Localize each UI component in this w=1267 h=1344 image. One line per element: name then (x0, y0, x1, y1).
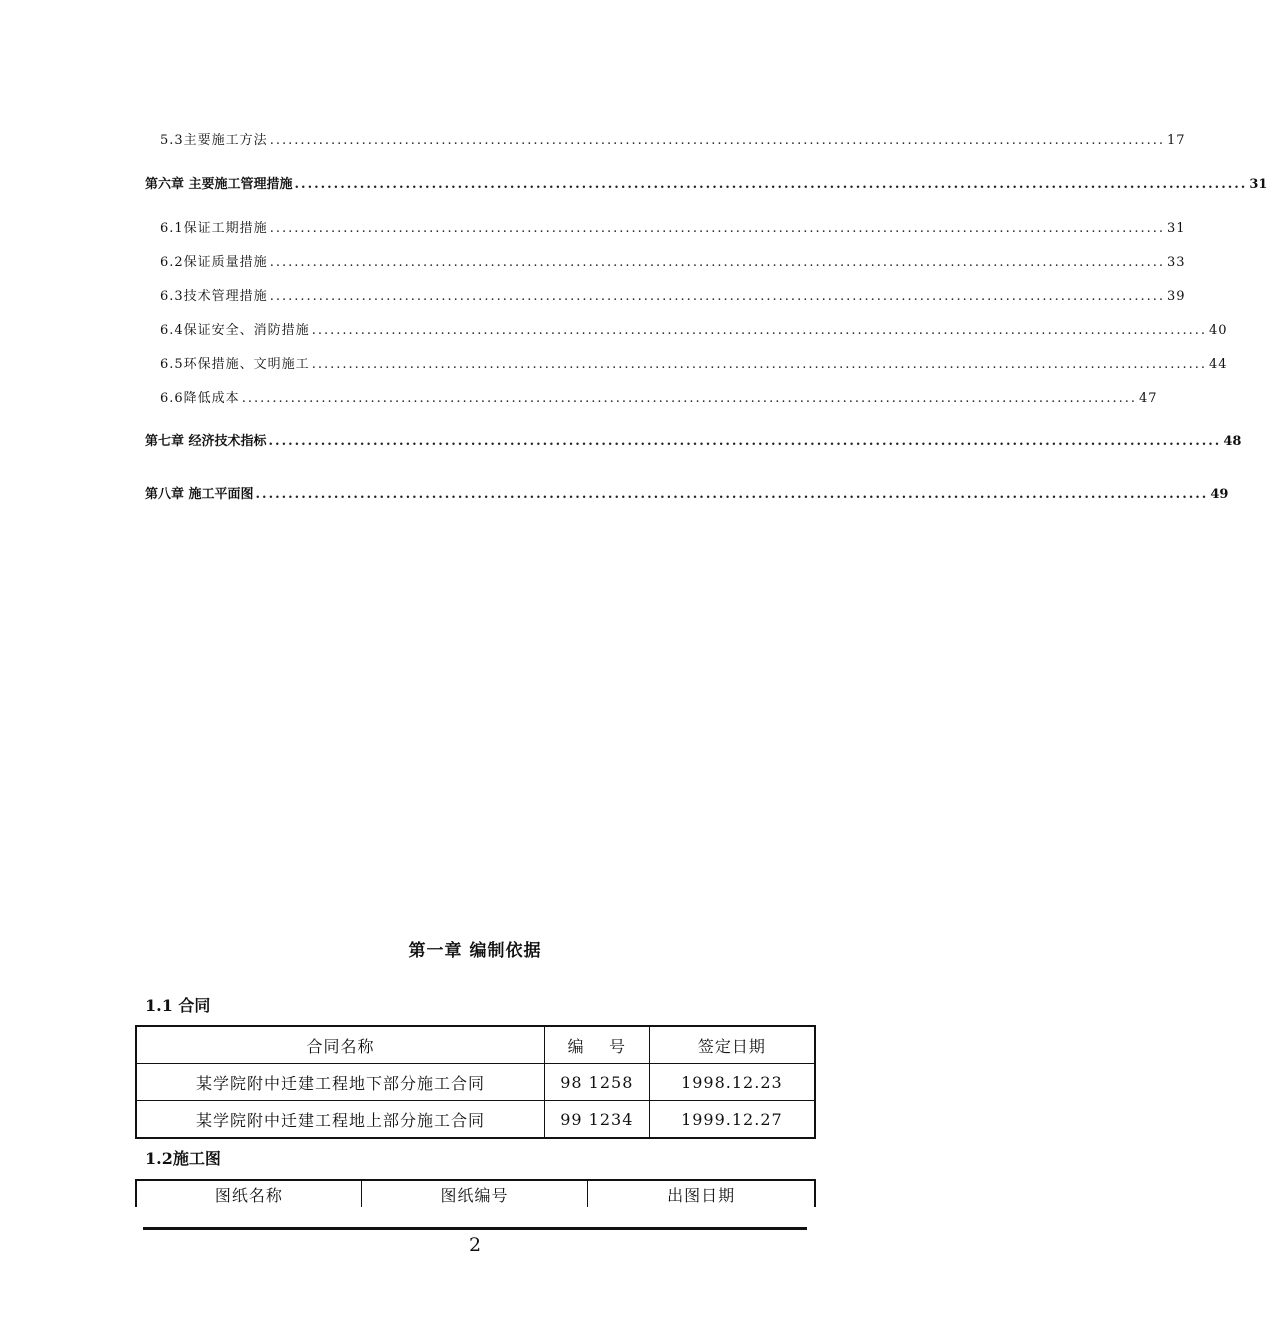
toc-entry-page: 33 (1167, 255, 1186, 270)
table-header-row (136, 1180, 815, 1207)
toc-entry-page: 49 (1210, 487, 1229, 502)
toc-leader: .................................................................................................................................................. (294, 177, 1248, 192)
table-cell: 1998.12.23 (649, 1064, 815, 1101)
toc-entry-title: 6.2保证质量措施 (160, 255, 268, 270)
drawings-table (135, 1179, 816, 1207)
toc-entry[interactable] (160, 285, 1186, 304)
table-header-cell: 出图日期 (588, 1180, 815, 1207)
contract-table (135, 1025, 816, 1139)
toc-entry-page: 48 (1223, 434, 1242, 449)
toc-entry-page: 44 (1209, 357, 1228, 372)
toc-leader: .................................................................................................................................................. (269, 133, 1166, 148)
toc-entry[interactable] (160, 353, 1228, 372)
toc-leader: .................................................................................................................................................. (311, 357, 1208, 372)
toc-entry[interactable] (160, 251, 1186, 270)
toc-leader: .................................................................................................................................................. (241, 391, 1138, 406)
table-header-cell: 图纸名称 (136, 1180, 361, 1207)
toc-leader: .................................................................................................................................................. (269, 255, 1166, 270)
toc-entry[interactable] (145, 430, 1242, 449)
toc-entry[interactable] (160, 319, 1228, 338)
toc-entry-title: 6.1保证工期措施 (160, 221, 268, 236)
toc-leader: .................................................................................................................................................. (311, 323, 1208, 338)
table-header-row (136, 1026, 815, 1064)
toc-entry-title: 6.3技术管理措施 (160, 289, 268, 304)
toc-entry-page: 47 (1139, 391, 1158, 406)
table-cell: 99 1234 (544, 1101, 649, 1139)
table-header-cell: 签定日期 (649, 1026, 815, 1064)
toc-leader: .................................................................................................................................................. (269, 289, 1166, 304)
toc-entry-title: 6.5环保措施、文明施工 (160, 357, 310, 372)
page-number: 2 (468, 1234, 482, 1256)
toc-entry[interactable] (160, 129, 1186, 148)
section-heading-drawings: 1.2施工图 (145, 1149, 221, 1168)
toc-entry[interactable] (160, 217, 1186, 236)
section-heading-contract: 1.1 合同 (145, 996, 211, 1015)
toc-entry[interactable] (145, 483, 1229, 502)
table-header-cell: 合同名称 (136, 1026, 544, 1064)
toc-entry-page: 17 (1167, 133, 1186, 148)
toc-entry-title: 第八章 施工平面图 (145, 487, 254, 502)
toc-entry-page: 31 (1167, 221, 1186, 236)
toc-entry-page: 39 (1167, 289, 1186, 304)
table-row (136, 1064, 815, 1101)
toc-entry-page: 31 (1249, 177, 1267, 192)
table-cell: 98 1258 (544, 1064, 649, 1101)
toc-leader: .................................................................................................................................................. (269, 221, 1166, 236)
toc-entry-title: 5.3主要施工方法 (160, 133, 268, 148)
chapter-title: 第一章 编制依据 (408, 941, 542, 961)
toc-entry-title: 6.6降低成本 (160, 391, 240, 406)
table-header-cell: 编 号 (544, 1026, 649, 1064)
table-header-cell: 图纸编号 (361, 1180, 587, 1207)
toc-leader: .................................................................................................................................................. (255, 487, 1209, 502)
table-cell: 某学院附中迁建工程地上部分施工合同 (136, 1101, 544, 1139)
toc-entry[interactable] (145, 173, 1267, 192)
table-cell: 1999.12.27 (649, 1101, 815, 1139)
table-cell: 某学院附中迁建工程地下部分施工合同 (136, 1064, 544, 1101)
footer-divider (143, 1227, 807, 1230)
toc-entry-title: 6.4保证安全、消防措施 (160, 323, 310, 338)
toc-entry-title: 第六章 主要施工管理措施 (145, 177, 293, 192)
toc-entry[interactable] (160, 387, 1158, 406)
toc-entry-title: 第七章 经济技术指标 (145, 434, 267, 449)
table-row (136, 1101, 815, 1139)
toc-leader: .................................................................................................................................................. (268, 434, 1222, 449)
toc-entry-page: 40 (1209, 323, 1228, 338)
